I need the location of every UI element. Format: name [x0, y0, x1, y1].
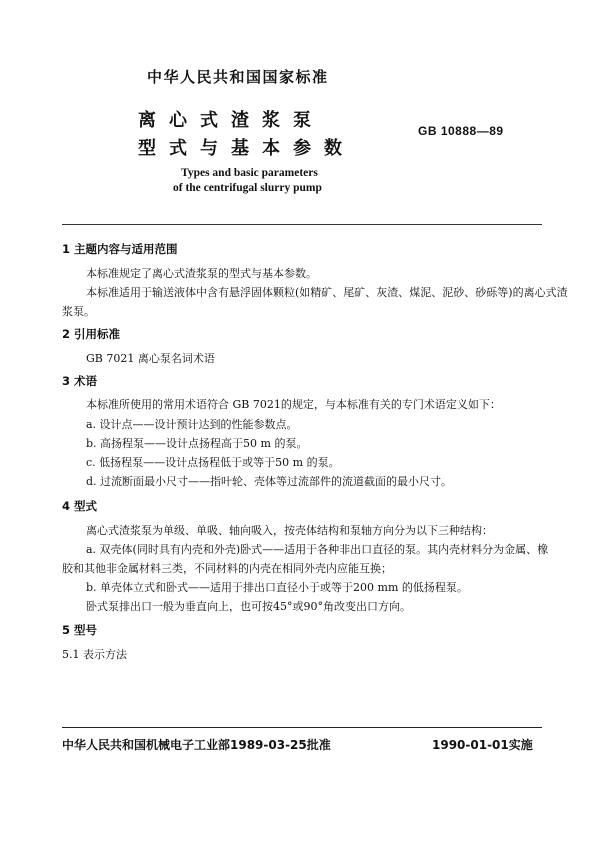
section-2-heading: 2 引用标准 [62, 327, 121, 341]
section-1-heading: 1 主题内容与适用范围 [62, 242, 178, 256]
approval-line: 中华人民共和国机械电子工业部1989-03-25批准 [62, 738, 331, 752]
section-1-paragraph-2-line-2: 浆泵。 [62, 305, 95, 318]
section-3-intro: 本标准所使用的常用术语符合 GB 7021的规定，与本标准有关的专门术语定义如下： [86, 398, 501, 411]
section-3-heading: 3 术语 [62, 374, 98, 388]
section-1-paragraph-1: 本标准规定了离心式渣浆泵的型式与基本参数。 [86, 267, 317, 280]
country-standard-header: 中华人民共和国国家标准 [147, 68, 329, 86]
section-4-item-a-line-1: a. 双壳体(同时具有内壳和外壳)卧式——适用于各种非出口直径的泵。其内壳材料分为金属、橡 [86, 543, 549, 556]
section-4-item-b: b. 单壳体立式和卧式——适用于排出口直径小于或等于200 mm 的低扬程泵。 [86, 581, 468, 594]
section-5-heading: 5 型号 [62, 623, 98, 637]
section-1-paragraph-2-line-1: 本标准适用于输送液体中含有悬浮固体颗粒(如精矿、尾矿、灰渣、煤泥、泥砂、砂砾等)的离心式渣 [86, 286, 568, 299]
section-3-item-b: b. 高扬程泵——设计点扬程高于50 m 的泵。 [86, 437, 308, 450]
section-5-1-subheading: 5.1 表示方法 [62, 648, 127, 661]
title-line-1: 离心式渣浆泵 [138, 110, 324, 131]
english-title-line-2: of the centrifugal slurry pump [173, 182, 322, 194]
implementation-date: 1990-01-01实施 [432, 738, 533, 752]
bottom-divider [62, 727, 542, 728]
section-4-intro: 离心式渣浆泵为单级、单吸、轴向吸入，按壳体结构和泵轴方向分为以下三种结构： [86, 524, 493, 537]
section-4-note: 卧式泵排出口一般为垂直向上，也可按45°或90°角改变出口方向。 [86, 600, 411, 613]
standard-number: GB 10888—89 [418, 124, 504, 138]
title-line-2: 型式与基本参数 [138, 138, 355, 159]
english-title-line-1: Types and basic parameters [181, 167, 318, 179]
section-3-item-d: d. 过流断面最小尺寸——指叶轮、壳体等过流部件的流道截面的最小尺寸。 [86, 475, 453, 488]
section-4-heading: 4 型式 [62, 499, 98, 513]
section-2-reference: GB 7021 离心泵名词术语 [86, 352, 215, 365]
top-divider [62, 224, 542, 225]
section-3-item-c: c. 低扬程泵——设计点扬程低于或等于50 m 的泵。 [86, 456, 340, 469]
section-3-item-a: a. 设计点——设计预计达到的性能参数点。 [86, 418, 298, 431]
section-4-item-a-line-2: 胶和其他非金属材料三类，不同材料的内壳在相同外壳内应能互换； [62, 562, 392, 575]
